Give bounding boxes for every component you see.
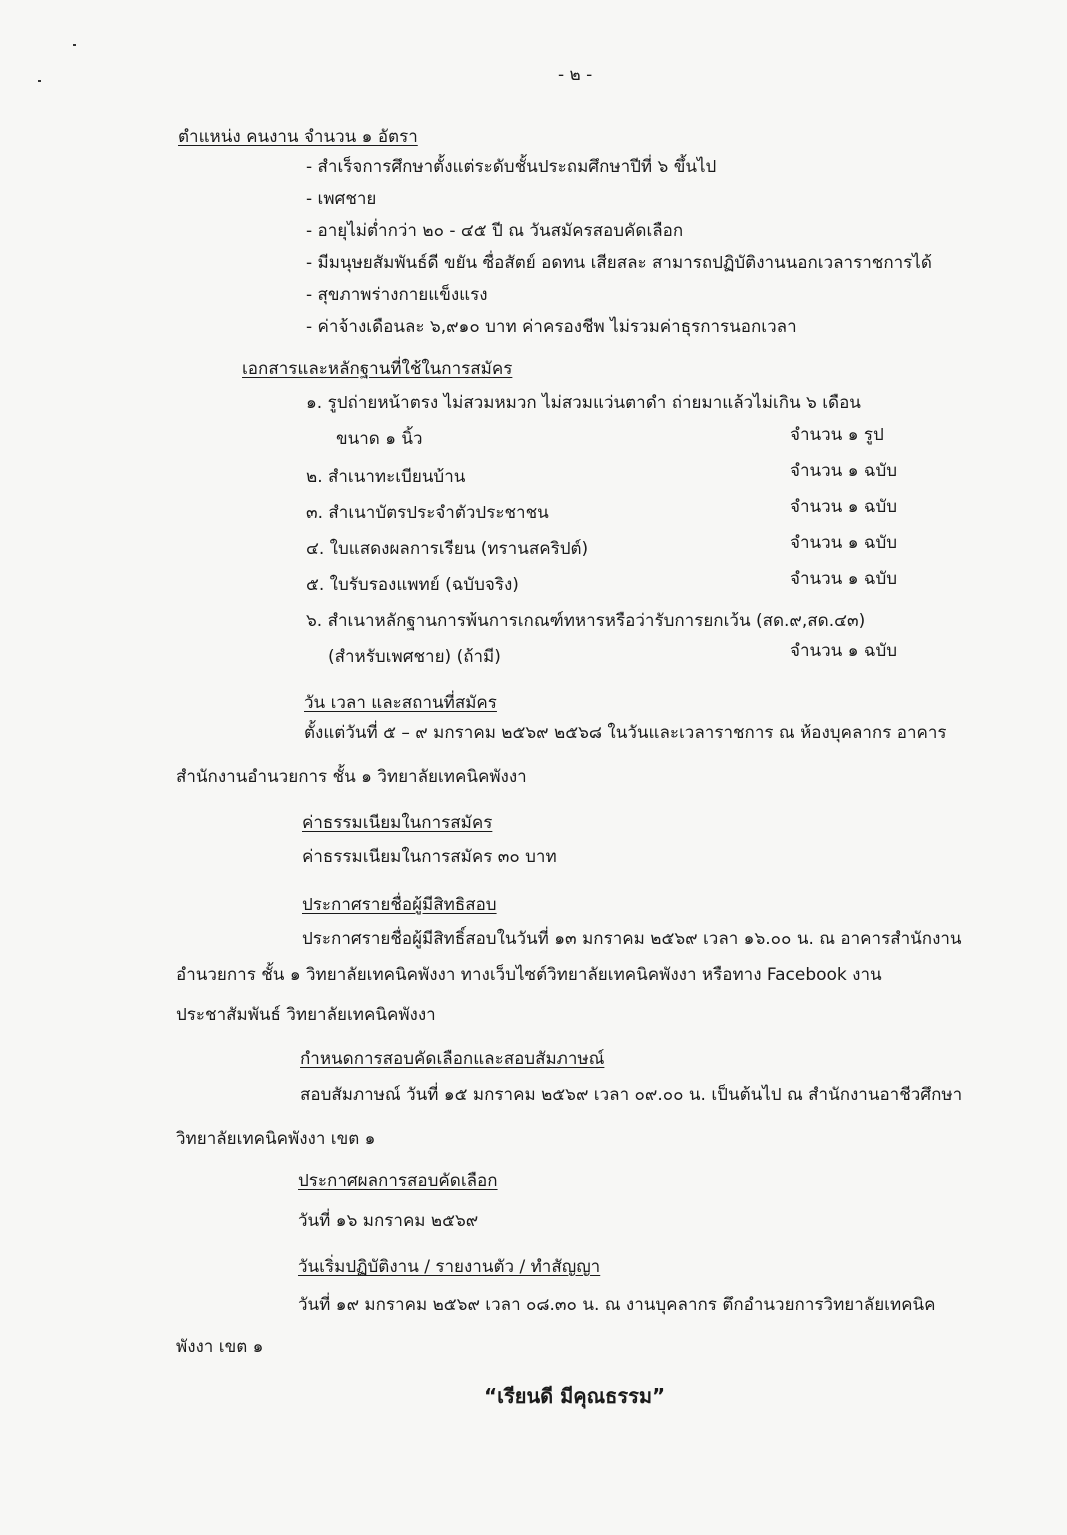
document-item-continued: ขนาด ๑ นิ้ว bbox=[336, 429, 423, 449]
qualification-item: - มีมนุษยสัมพันธ์ดี ขยัน ซื่อสัตย์ อดทน เสียสละ สามารถปฏิบัติงานนอกเวลาราชการได้ bbox=[306, 253, 932, 273]
results-text: วันที่ ๑๖ มกราคม ๒๕๖๙ bbox=[298, 1211, 479, 1231]
documents-heading: เอกสารและหลักฐานที่ใช้ในการสมัคร bbox=[242, 359, 513, 379]
scan-speck bbox=[73, 44, 76, 46]
exam-schedule-text: สอบสัมภาษณ์ วันที่ ๑๕ มกราคม ๒๕๖๙ เวลา ๐๙.๐๐ น. เป็นต้นไป ณ สำนักงานอาชีวศึกษา bbox=[300, 1085, 963, 1105]
document-quantity: จำนวน ๑ ฉบับ bbox=[790, 641, 898, 661]
scan-speck bbox=[38, 80, 41, 82]
document-quantity: จำนวน ๑ ฉบับ bbox=[790, 569, 898, 589]
exam-schedule-heading: กำหนดการสอบคัดเลือกและสอบสัมภาษณ์ bbox=[300, 1049, 605, 1069]
document-item: ๖. สำเนาหลักฐานการพ้นการเกณฑ์ทหารหรือว่ารับการยกเว้น (สด.๙,สด.๔๓) bbox=[306, 611, 866, 631]
announce-eligible-text: อำนวยการ ชั้น ๑ วิทยาลัยเทคนิคพังงา ทางเว็บไซต์วิทยาลัยเทคนิคพังงา หรือทาง Facebook งาน bbox=[176, 965, 882, 985]
position-heading: ตำแหน่ง คนงาน จำนวน ๑ อัตรา bbox=[178, 127, 418, 147]
start-work-text: พังงา เขต ๑ bbox=[176, 1337, 264, 1357]
document-quantity: จำนวน ๑ รูป bbox=[790, 425, 884, 445]
qualification-item: - สำเร็จการศึกษาตั้งแต่ระดับชั้นประถมศึกษาปีที่ ๖ ขึ้นไป bbox=[306, 157, 717, 177]
document-quantity: จำนวน ๑ ฉบับ bbox=[790, 533, 898, 553]
document-quantity: จำนวน ๑ ฉบับ bbox=[790, 497, 898, 517]
announce-eligible-heading: ประกาศรายชื่อผู้มีสิทธิสอบ bbox=[302, 895, 497, 915]
fee-heading: ค่าธรรมเนียมในการสมัคร bbox=[302, 813, 493, 833]
page-number: - ๒ - bbox=[558, 65, 593, 85]
document-item: ๓. สำเนาบัตรประจำตัวประชาชน bbox=[306, 503, 549, 523]
start-work-heading: วันเริ่มปฏิบัติงาน / รายงานตัว / ทำสัญญา bbox=[298, 1257, 601, 1277]
announce-eligible-text: ประกาศรายชื่อผู้มีสิทธิ์สอบในวันที่ ๑๓ มกราคม ๒๕๖๙ เวลา ๑๖.๐๐ น. ณ อาคารสำนักงาน bbox=[302, 929, 962, 949]
document-quantity: จำนวน ๑ ฉบับ bbox=[790, 461, 898, 481]
start-work-text: วันที่ ๑๙ มกราคม ๒๕๖๙ เวลา ๐๘.๓๐ น. ณ งานบุคลากร ตึกอำนวยการวิทยาลัยเทคนิค bbox=[298, 1295, 936, 1315]
results-heading: ประกาศผลการสอบคัดเลือก bbox=[298, 1171, 498, 1191]
motto: “เรียนดี มีคุณธรรม” bbox=[484, 1384, 666, 1408]
document-item: ๕. ใบรับรองแพทย์ (ฉบับจริง) bbox=[306, 575, 519, 595]
qualification-item: - อายุไม่ต่ำกว่า ๒๐ - ๔๕ ปี ณ วันสมัครสอบคัดเลือก bbox=[306, 221, 684, 241]
apply-place-text: สำนักงานอำนวยการ ชั้น ๑ วิทยาลัยเทคนิคพังงา bbox=[176, 767, 527, 787]
apply-place-heading: วัน เวลา และสถานที่สมัคร bbox=[304, 693, 497, 713]
qualification-item: - เพศชาย bbox=[306, 189, 377, 209]
qualification-item: - ค่าจ้างเดือนละ ๖,๙๑๐ บาท ค่าครองชีพ ไม่รวมค่าธุรการนอกเวลา bbox=[306, 317, 797, 337]
qualification-item: - สุขภาพร่างกายแข็งแรง bbox=[306, 285, 488, 305]
exam-schedule-text: วิทยาลัยเทคนิคพังงา เขต ๑ bbox=[176, 1129, 376, 1149]
document-item: ๒. สำเนาทะเบียนบ้าน bbox=[306, 467, 466, 487]
document-item: ๑. รูปถ่ายหน้าตรง ไม่สวมหมวก ไม่สวมแว่นตาดำ ถ่ายมาแล้วไม่เกิน ๖ เดือน bbox=[306, 393, 861, 413]
announce-eligible-text: ประชาสัมพันธ์ วิทยาลัยเทคนิคพังงา bbox=[176, 1005, 436, 1025]
apply-place-text: ตั้งแต่วันที่ ๕ – ๙ มกราคม ๒๕๖๙ ๒๕๖๘ ในวันและเวลาราชการ ณ ห้องบุคลากร อาคาร bbox=[304, 723, 947, 743]
document-item: ๔. ใบแสดงผลการเรียน (ทรานสคริปต์) bbox=[306, 539, 589, 559]
document-item-continued: (สำหรับเพศชาย) (ถ้ามี) bbox=[328, 647, 501, 667]
fee-text: ค่าธรรมเนียมในการสมัคร ๓๐ บาท bbox=[302, 847, 557, 867]
